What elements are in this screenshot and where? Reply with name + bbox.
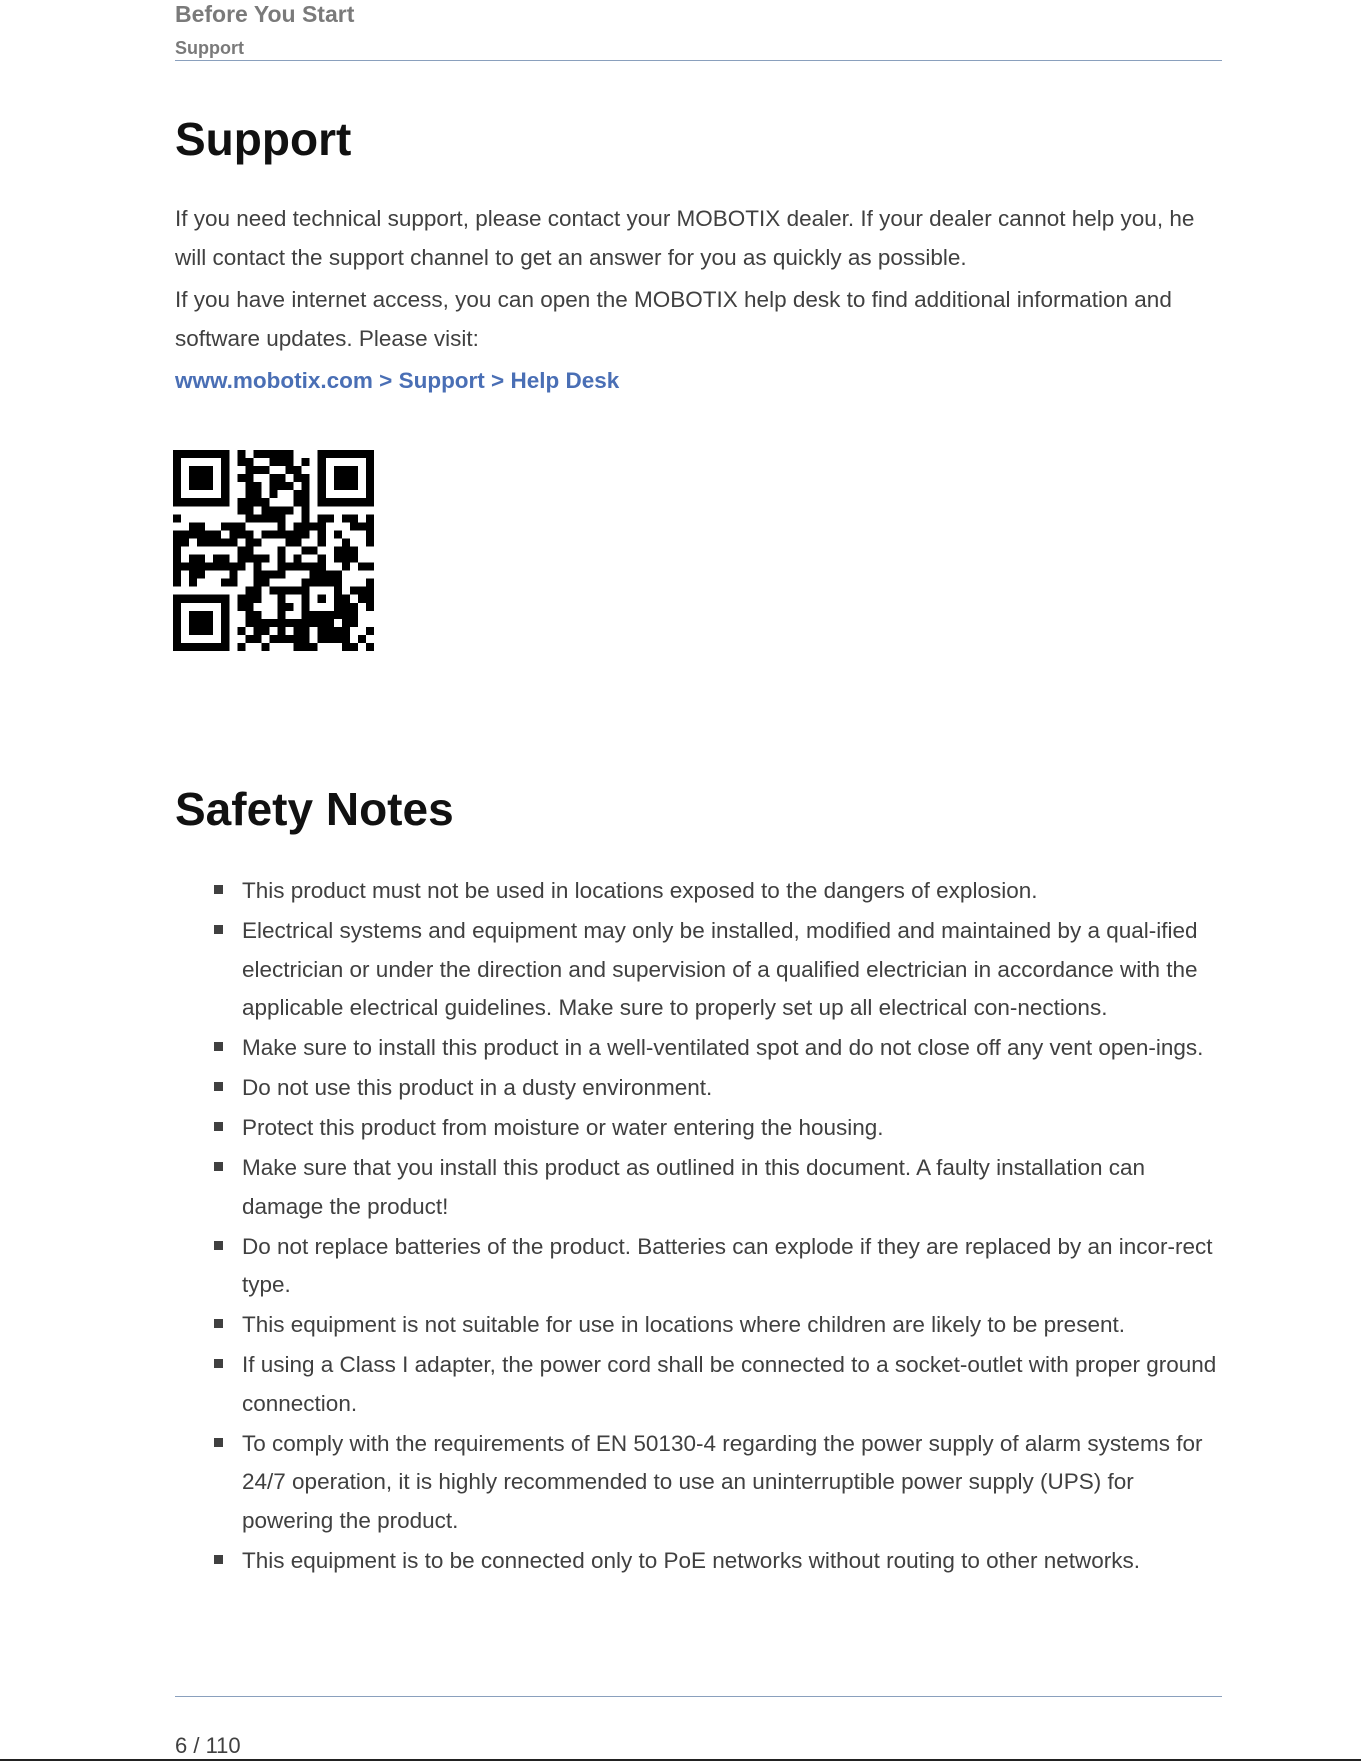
list-item-text: To comply with the requirements of EN 50130-4 regarding the power supply of alarm systems for 24/7 operation, it is highly recommended to use an uninterruptible power supply (UPS) for powering the product. [242, 1430, 1203, 1533]
square-bullet-icon [214, 1319, 223, 1328]
qr-code-icon [173, 450, 374, 651]
square-bullet-icon [214, 1082, 223, 1091]
support-heading: Support [175, 113, 352, 165]
list-item-text: Do not replace batteries of the product. Batteries can explode if they are replaced by an incor-rect type. [242, 1233, 1213, 1297]
list-item [175, 872, 1225, 911]
support-paragraph: If you need technical support, please contact your MOBOTIX dealer. If your dealer cannot help you, he will contact the support channel to get an answer for you as quickly as possible. [175, 206, 1195, 270]
page-footer [175, 1696, 1222, 1758]
page-header [175, 0, 1222, 61]
square-bullet-icon [214, 1042, 223, 1051]
safety-notes-list [175, 872, 1225, 1582]
list-item [175, 1425, 1225, 1541]
safety-notes-heading: Safety Notes [175, 783, 454, 835]
list-item-text: Protect this product from moisture or water entering the housing. [242, 1115, 884, 1140]
list-item [175, 1228, 1225, 1305]
list-item [175, 1109, 1225, 1148]
list-item [175, 1346, 1225, 1423]
list-item [175, 1029, 1225, 1068]
list-item-text: This equipment is not suitable for use in locations where children are likely to be present. [242, 1312, 1125, 1337]
list-item-text: This product must not be used in locations exposed to the dangers of explosion. [242, 878, 1038, 903]
page-number: 6 / 110 [175, 1733, 241, 1758]
list-item-text: Do not use this product in a dusty environment. [242, 1075, 713, 1100]
list-item-text: Electrical systems and equipment may only be installed, modified and maintained by a qual-ified electrician or under the direction and supervision of a qualified electrician in accordance with the applicable electrical guidelines. Make sure to properly set up all electrical con-nections. [242, 918, 1198, 1020]
square-bullet-icon [214, 1162, 223, 1171]
list-item-text: This equipment is to be connected only to PoE networks without routing to other networks. [242, 1547, 1140, 1573]
header-section-title: Support [175, 38, 244, 58]
help-desk-link[interactable]: www.mobotix.com > Support > Help Desk [175, 368, 620, 393]
list-item-text: If using a Class I adapter, the power cord shall be connected to a socket-outlet with proper ground connection. [242, 1352, 1217, 1416]
header-chapter-title: Before You Start [175, 1, 355, 27]
list-item [175, 1306, 1225, 1345]
square-bullet-icon [214, 885, 223, 894]
square-bullet-icon [214, 1122, 223, 1131]
list-item [175, 912, 1225, 1028]
square-bullet-icon [214, 1241, 223, 1250]
support-body [175, 200, 1225, 401]
square-bullet-icon [214, 1359, 223, 1368]
square-bullet-icon [214, 1555, 223, 1564]
list-item-text: Make sure that you install this product as outlined in this document. A faulty installation can damage the product! [242, 1155, 1146, 1219]
list-item [175, 1069, 1225, 1108]
square-bullet-icon [214, 1438, 223, 1447]
list-item-text: Make sure to install this product in a well-ventilated spot and do not close off any vent open-ings. [242, 1035, 1204, 1060]
support-paragraph: If you have internet access, you can open the MOBOTIX help desk to find additional information and software updates. Please visit: [175, 287, 1172, 351]
list-item [175, 1542, 1225, 1581]
square-bullet-icon [214, 925, 223, 934]
list-item [175, 1149, 1225, 1226]
